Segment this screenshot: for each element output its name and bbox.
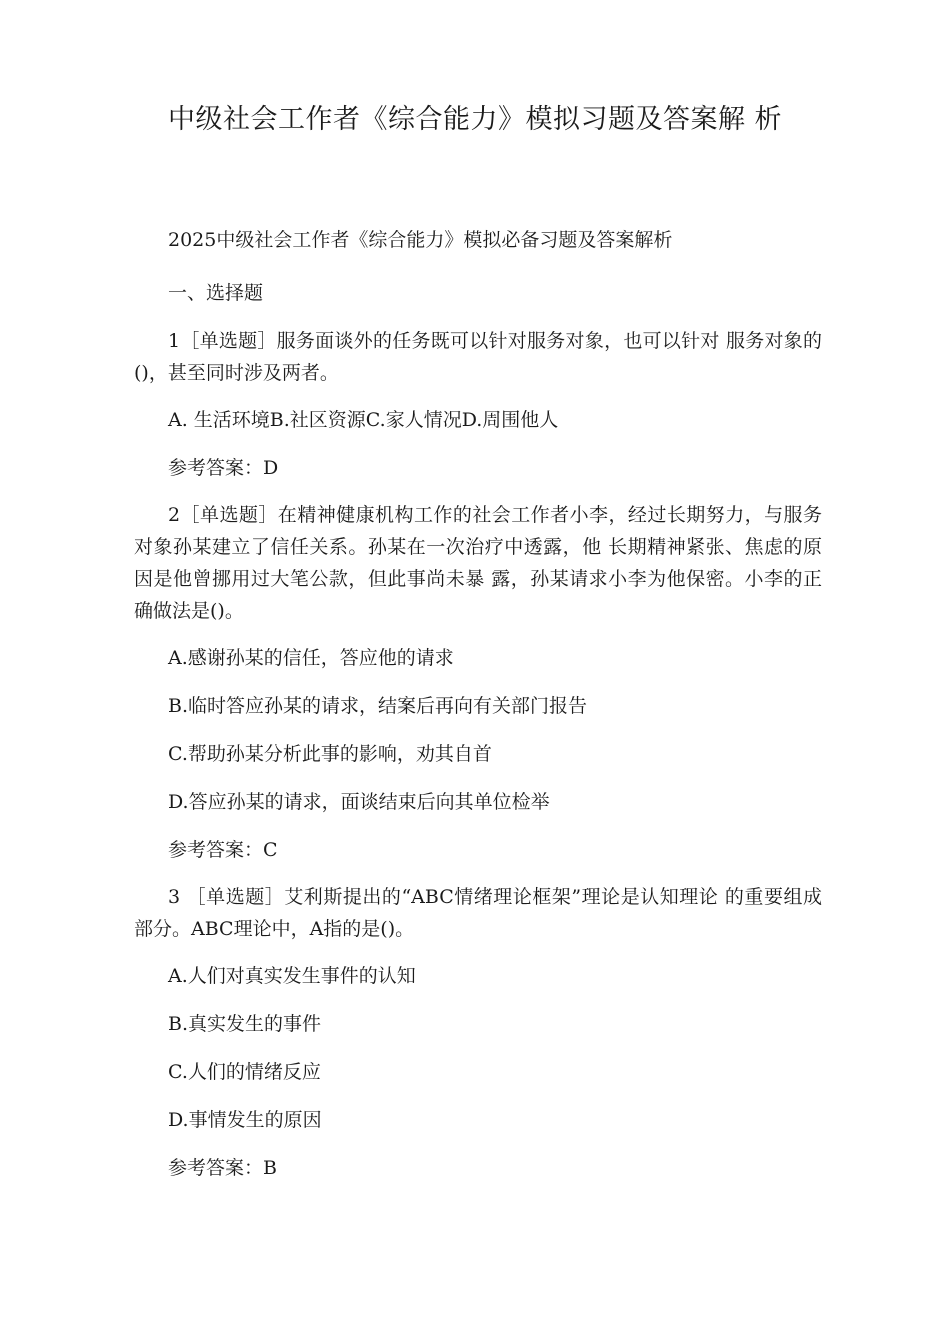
answer-option: A.感谢孙某的信任，答应他的请求: [168, 647, 454, 669]
answer-option: A. 生活环境B.社区资源C.家人情况D.周围他人: [168, 409, 559, 431]
answer-option: D.答应孙某的请求，面谈结束后向其单位检举: [168, 791, 550, 813]
answer-option: C.帮助孙某分析此事的影响，劝其自首: [168, 743, 492, 765]
reference-answer: 参考答案：C: [168, 839, 278, 861]
question-block: [134, 881, 822, 1184]
answer-option: D.事情发生的原因: [168, 1109, 322, 1131]
answer-option: C.人们的情绪反应: [168, 1061, 321, 1083]
section-heading: 一、选择题: [168, 282, 264, 304]
answer-option: B.真实发生的事件: [168, 1013, 322, 1035]
answer-option: B.临时答应孙某的请求，结案后再向有关部门报告: [168, 695, 588, 717]
question-stem: 2［单选题］在精神健康机构工作的社会工作者小李，经过长期努力，与服务对象孙某建立了信任关系。孙某在一次治疗中透露，他 长期精神紧张、焦虑的原因是他曾挪用过大笔公款，但此事尚未暴 露，孙某请求小李为他保密。小李的正确做法是()。: [134, 504, 822, 622]
question-stem: 3 ［单选题］艾利斯提出的“ABC情绪理论框架”理论是认知理论 的重要组成部分。ABC理论中，A指的是()。: [134, 886, 822, 940]
document-body: [134, 224, 822, 1199]
question-stem: 1［单选题］服务面谈外的任务既可以针对服务对象，也可以针对 服务对象的()，甚至同时涉及两者。: [134, 330, 822, 384]
question-block: [134, 499, 822, 866]
question-block: [134, 325, 822, 484]
answer-option: A.人们对真实发生事件的认知: [168, 965, 416, 987]
reference-answer: 参考答案：D: [168, 457, 279, 479]
reference-answer: 参考答案：B: [168, 1157, 277, 1179]
document-title: 中级社会工作者《综合能力》模拟习题及答案解 析: [167, 104, 783, 135]
document-subtitle: 2025中级社会工作者《综合能力》模拟必备习题及答案解析: [168, 229, 673, 251]
